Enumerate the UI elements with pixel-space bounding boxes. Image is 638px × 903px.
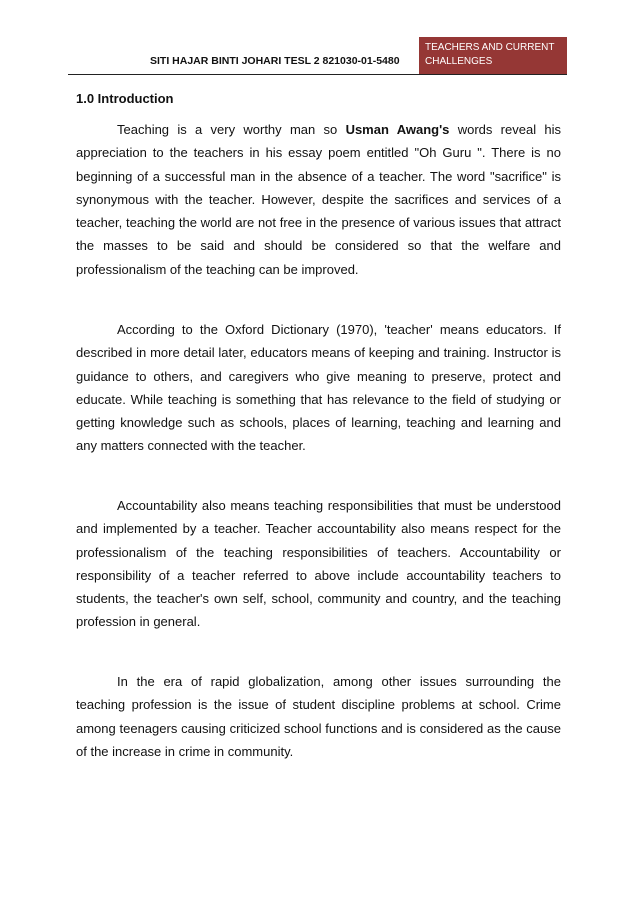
course-title-line-1: TEACHERS AND CURRENT	[425, 42, 555, 53]
paragraph-2: According to the Oxford Dictionary (1970), 'teacher' means educators. If described in more detail later, educators means of keeping and training. Instructor is guidance to others, and caregivers who give meaning to preserve, protect and educate. While teaching is something that has relevance to the field of studying or getting knowledge such as schools, places of learning, teaching and learning and any matters connected with the teacher.	[76, 322, 561, 454]
paragraph-1-body: words reveal his appreciation to the teachers in his essay poem entitled "Oh Guru ". There is no beginning of a successful man in the absence of a teacher. The word "sacrifice" is synonymous with the teacher. However, despite the sacrifices and services of a teacher, teaching the world are not free in the presence of various issues that attract the masses to be said and should be considered so that the welfare and professionalism of the teaching can be improved.	[76, 122, 561, 277]
section-heading: 1.0 Introduction	[76, 91, 174, 106]
paragraph-3: Accountability also means teaching responsibilities that must be understood and implemented by a teacher. Teacher accountability also means respect for the professionalism of the teaching responsibilities of teachers. Accountability or responsibility of a teacher referred to above include accountability teachers to students, the teacher's own self, school, community and country, and the teaching profession in general.	[76, 498, 561, 630]
header-divider	[68, 74, 567, 75]
paragraph-1-author-name: Usman Awang's	[345, 122, 450, 137]
course-title-box	[419, 37, 567, 75]
course-title-line-2: CHALLENGES	[425, 56, 493, 67]
paragraph-1	[76, 118, 561, 281]
header-author: SITI HAJAR BINTI JOHARI TESL 2 821030-01-5480	[150, 55, 400, 67]
paragraph-4: In the era of rapid globalization, among other issues surrounding the teaching profession is the issue of student discipline problems at school. Crime among teenagers causing criticized school functions and is considered as the cause of the increase in crime in community.	[76, 674, 561, 759]
paragraph-1-intro: Teaching is a very worthy man so	[117, 122, 346, 137]
